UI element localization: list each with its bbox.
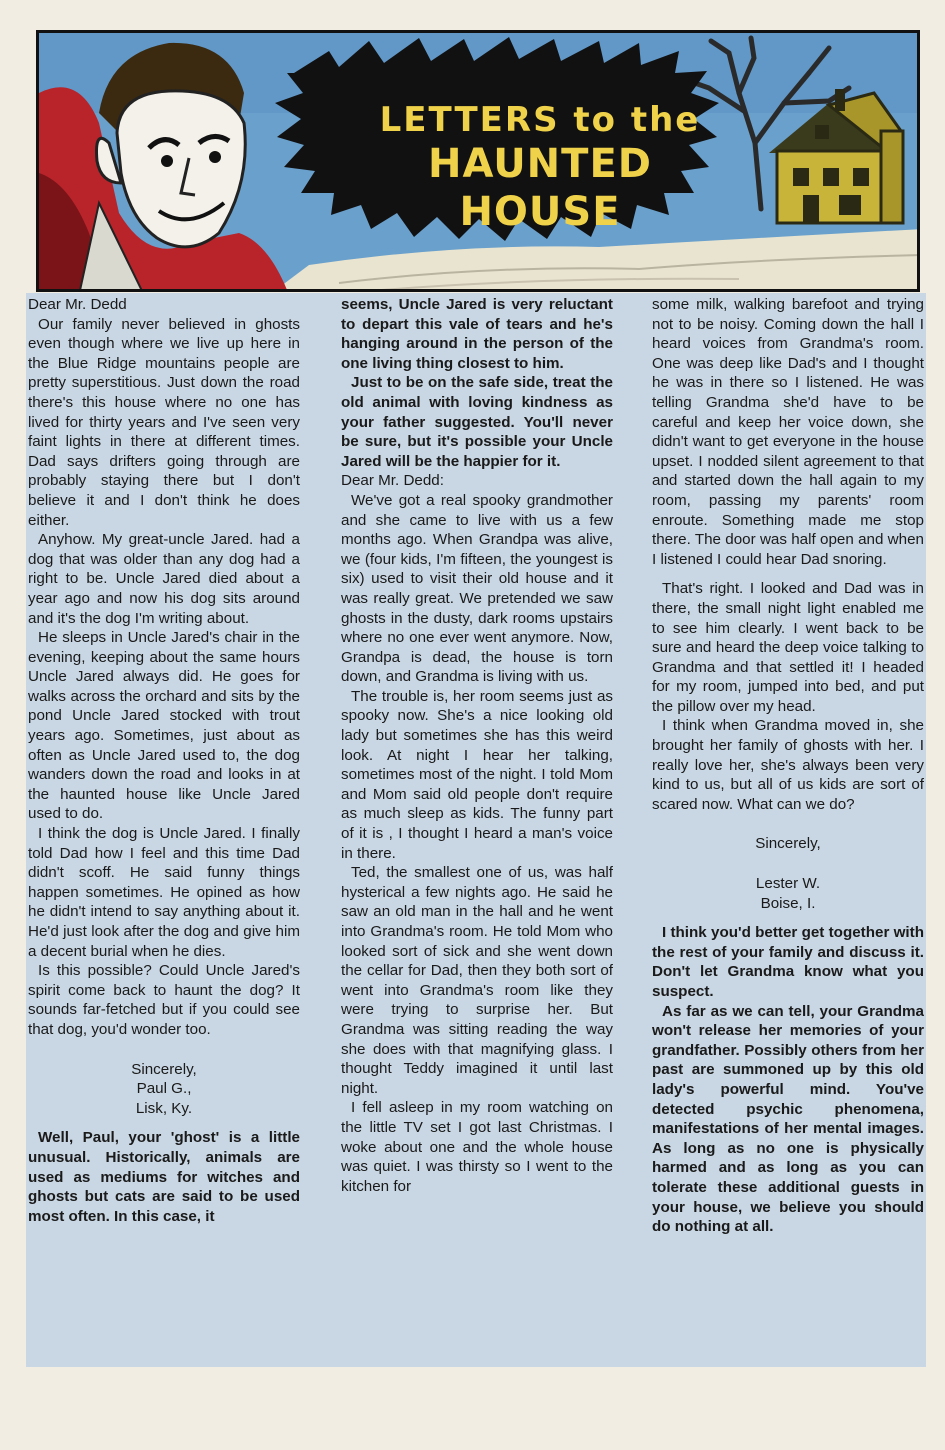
letter-paragraph: Anyhow. My great-uncle Jared. had a dog that was older than any dog had a right to be. Uncle Jared died about a year ago and now his dog sits around and it's the dog I'm writing about. [28,531,300,627]
editor-reply: seems, Uncle Jared is very reluctant to depart this vale of tears and he's hanging around in the person of the one living thing closest to him. [341,296,613,372]
letter-paragraph: The trouble is, her room seems just as spooky now. She's a nice looking old lady but sometimes she has this weird look. At night I hear her talking, sometimes most of the night. I told Mom and Mom said old people don't require as much sleep as kids. The funny part of it is , I thought I heard a man's voice in there. [341,687,613,862]
sign-place: Lisk, Ky. [135,1099,193,1117]
letter-paragraph: Ted, the smallest one of us, was half hysterical a few nights ago. He said he saw an old man in the hall and he went into Grandma's room. He told Mom who looked sort of sick and she went down the cellar for Dad, then they both sort of went into Grandma's room like they were trying to surprise her. But Grandma was sitting reading the way she does with that magnifying glass. I thought Teddy imagined it until last night. [341,864,613,1097]
letters-banner [36,30,920,292]
title-line-2: HAUNTED HOUSE [428,141,652,235]
letter-paragraph: That's right. I looked and Dad was in there, the small night light enabled me to see him clearly. I went back to be sure and heard the deep voice talking to Grandma and that settled it! I headed for my room, jumped into bed, and put the pillow over my head. [652,580,924,715]
letter-paragraph: I think the dog is Uncle Jared. I finally told Dad how I feel and this time Dad didn't scoff. He said funny things happen sometimes. He opined as how he didn't intend to say anything about it. He'd just look after the dog and give him a decent burial when he dies. [28,825,300,960]
editor-reply: As far as we can tell, your Grandma won't release her memories of your grandfather. Possibly others from her past are summoned up by this old lady's powerful mind. You've detected psychic phenomena, manifestations of her mental images. As long as no one is physically harmed and as long as you can tolerate these additional guests in your house, we believe you should do nothing at all. [652,1002,924,1236]
title-line-1: LETTERS to the [379,100,701,140]
letter-salutation: Dear Mr. Dedd: [341,472,444,490]
column-3 [652,295,924,1365]
editor-reply: I think you'd better get together with the rest of your family and discuss it. Don't let Grandma know what you suspect. [652,924,924,1000]
letter-salutation: Dear Mr. Dedd [28,296,127,313]
sign-name: Lester W. [755,875,821,893]
column-1 [28,295,300,1365]
banner-title [355,93,725,243]
letter-paragraph: I fell asleep in my room watching on the little TV set I got last Christmas. I woke about one and the whole house was quiet. I was thirsty so I went to the kitchen for [341,1099,613,1195]
letter-paragraph: Is this possible? Could Uncle Jared's spirit come back to haunt the dog? It sounds far-fetched but if you could see that dog, you'd wonder too. [28,962,300,1038]
column-2 [341,295,613,1365]
letter-paragraph: I think when Grandma moved in, she brought her family of ghosts with her. I really love her, she's always been very kind to us, but all of us kids are sort of scared now. What can we do? [652,717,924,813]
sign-name: Paul G., [136,1080,192,1098]
letters-body [26,293,926,1367]
editor-reply: Just to be on the safe side, treat the old animal with loving kindness as your father suggested. You'll never be sure, but it's possible your Uncle Jared will be the happier for it. [341,374,613,470]
sign-place: Boise, I. [760,894,816,912]
editor-reply: Well, Paul, your 'ghost' is a little unusual. Historically, animals are used as mediums for witches and ghosts but cats are said to be used most often. In this case, it [28,1129,300,1225]
letter-paragraph: some milk, walking barefoot and trying not to be noisy. Coming down the hall I heard voices from Grandma's room. One was deep like Dad's and I thought he was in there so I listened. He was telling Grandma she'd have to be careful and keep her voice down, she didn't want to get everyone in the house upset. I nodded silent agreement to that and started down the hall again to my room, passing my parents' room enroute. Something made me stop there. The door was half open and when I listened I could hear Dad snoring. [652,296,924,568]
letter-paragraph: Our family never believed in ghosts even though where we live up here in the Blue Ridge mountains people are pretty superstitious. Just down the road there's this house where no one has lived for thirty years and I've seen very faint lights in there at different times. Dad says drifters going through are probably staying there but I don't believe it and I don't think he does either. [28,315,300,529]
letter-paragraph: He sleeps in Uncle Jared's chair in the evening, keeping about the same hours Uncle Jared always did. He goes for walks across the orchard and sits by the pond Uncle Jared stocked with trout years ago. Sometimes, just about as often as Uncle Jared used to, the dog wanders down the road and looks in at the haunted house like Uncle Jared used to do. [28,629,300,823]
sign-closing: Sincerely, [131,1060,197,1078]
letter-paragraph: We've got a real spooky grandmother and she came to live with us a few months ago. When Grandpa was alive, we (four kids, I'm fifteen, the youngest is six) used to visit their old house and it was really great. We pretended we saw ghosts in the dusty, dark rooms upstairs where no one ever went anymore. Now, Grandpa is dead, the house is torn down, and Grandma is living with us. [341,491,613,686]
sign-closing: Sincerely, [755,835,821,853]
